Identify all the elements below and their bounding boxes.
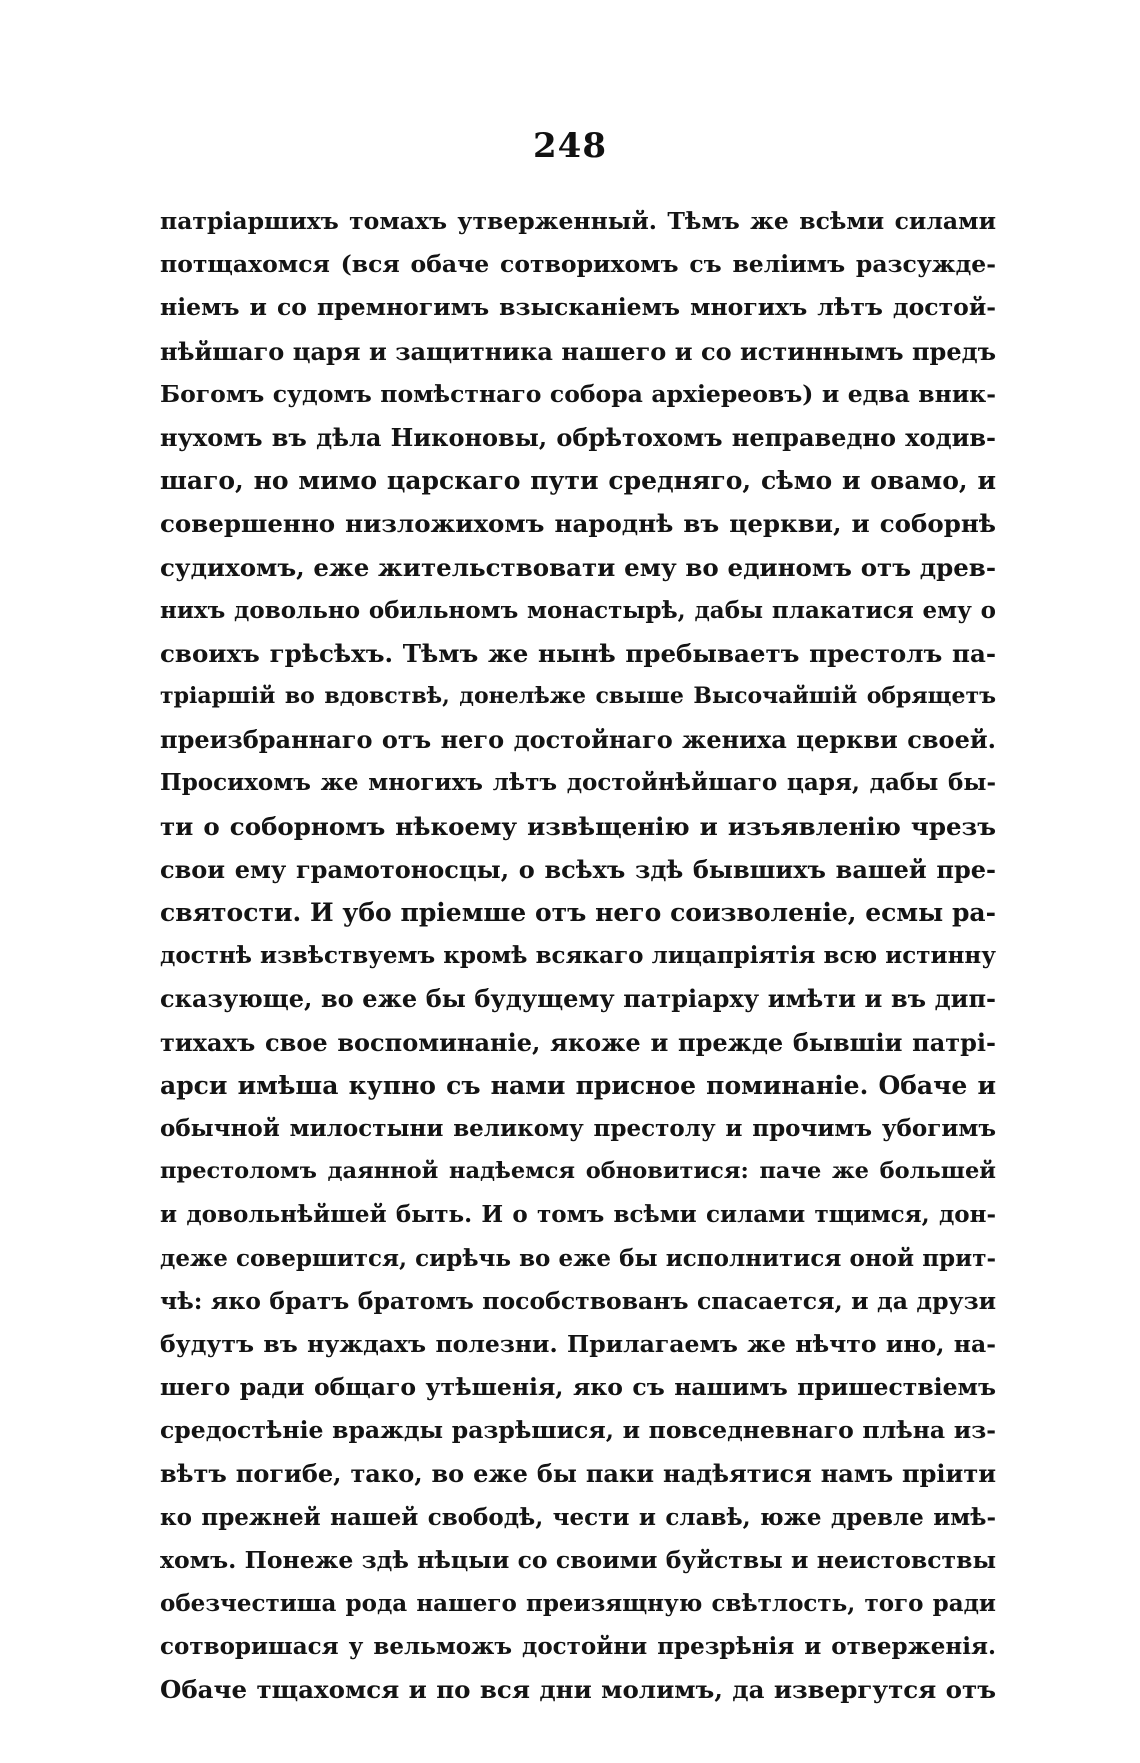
- text-line: нухомъ въ дѣла Никоновы, обрѣтохомъ неправедно ходив-: [160, 422, 996, 452]
- text-line: и довольнѣйшей быть. И о томъ всѣми силами тщимся, дон-: [160, 1201, 996, 1229]
- text-line: хомъ. Понеже здѣ нѣцыи со своими буйствы и неистовствы: [160, 1545, 996, 1574]
- text-line: сотворишася у вельможъ достойни презрѣнія и отверженія.: [160, 1633, 996, 1661]
- text-line: шаго, но мимо царскаго пути средняго, сѣмо и овамо, и: [160, 466, 996, 496]
- text-line: шего ради общаго утѣшенія, яко съ нашимъ пришествіемъ: [160, 1373, 996, 1402]
- text-line: ніемъ и со премногимъ взысканіемъ многихъ лѣтъ достой-: [160, 293, 996, 322]
- text-line: чѣ: яко братъ братомъ пособствованъ спасается, и да друзи: [160, 1286, 996, 1315]
- text-line: ти о соборномъ нѣкоему извѣщенію и изъявленію чрезъ: [160, 811, 996, 841]
- page-number: 248: [533, 126, 607, 166]
- text-line: обычной милостыни великому престолу и прочимъ убогимъ: [160, 1114, 996, 1142]
- text-line: тихахъ свое воспоминаніе, якоже и прежде бывшіи патрі-: [160, 1027, 996, 1057]
- text-line: святости. И убо пріемше отъ него соизволеніе, есмы ра-: [160, 898, 996, 927]
- text-line: обезчестиша рода нашего преизящную свѣтлость, того ради: [160, 1590, 996, 1617]
- text-line: Просихомъ же многихъ лѣтъ достойнѣйшаго царя, дабы бы-: [160, 769, 996, 797]
- text-line: престоломъ даянной надѣемся обновитися: паче же большей: [160, 1158, 996, 1185]
- text-line: патріаршихъ томахъ утверженный. Тѣмъ же всѣми силами: [160, 207, 996, 235]
- text-line: будутъ въ нуждахъ полезни. Прилагаемъ же нѣчто ино, на-: [160, 1329, 996, 1358]
- text-line: сказующе, во еже бы будущему патріарху имѣти и въ дип-: [160, 984, 996, 1014]
- text-line: Обаче тщахомся и по вся дни молимъ, да извергутся отъ: [160, 1675, 996, 1705]
- text-line: вѣтъ погибе, тако, во еже бы паки надѣятися намъ пріити: [160, 1459, 996, 1489]
- text-line: Богомъ судомъ помѣстнаго собора архіереовъ) и едва вник-: [160, 379, 996, 408]
- text-line: арси имѣша купно съ нами присное поминаніе. Обаче и: [160, 1070, 996, 1100]
- text-line: тріаршій во вдовствѣ, донелѣже свыше Высочайшій обрящетъ: [160, 683, 996, 710]
- text-line: потщахомся (вся обаче сотворихомъ съ веліимъ разсужде-: [160, 250, 996, 279]
- text-line: деже совершится, сирѣчь во еже бы исполнитися оной прит-: [160, 1244, 996, 1272]
- text-line: достнѣ извѣствуемъ кромѣ всякаго лицапріятія всю истинну: [160, 942, 996, 970]
- text-line: нихъ довольно обильномъ монастырѣ, дабы плакатися ему о: [160, 596, 996, 624]
- text-line: преизбраннаго отъ него достойнаго жениха церкви своей.: [160, 725, 996, 755]
- text-line: судихомъ, еже жительствовати ему во единомъ отъ древ-: [160, 552, 996, 582]
- text-line: совершенно низложихомъ народнѣ въ церкви, и соборнѣ: [160, 509, 996, 539]
- text-line: нѣйшаго царя и защитника нашего и со истиннымъ предъ: [160, 336, 996, 366]
- text-line: средостѣніе вражды разрѣшися, и повседневнаго плѣна из-: [160, 1416, 996, 1445]
- text-line: свои ему грамотоносцы, о всѣхъ здѣ бывшихъ вашей пре-: [160, 854, 996, 884]
- text-line: своихъ грѣсѣхъ. Тѣмъ же нынѣ пребываетъ престолъ па-: [160, 638, 996, 668]
- body-text: [160, 200, 996, 1712]
- text-line: ко прежней нашей свободѣ, чести и славѣ, юже древле имѣ-: [160, 1503, 996, 1531]
